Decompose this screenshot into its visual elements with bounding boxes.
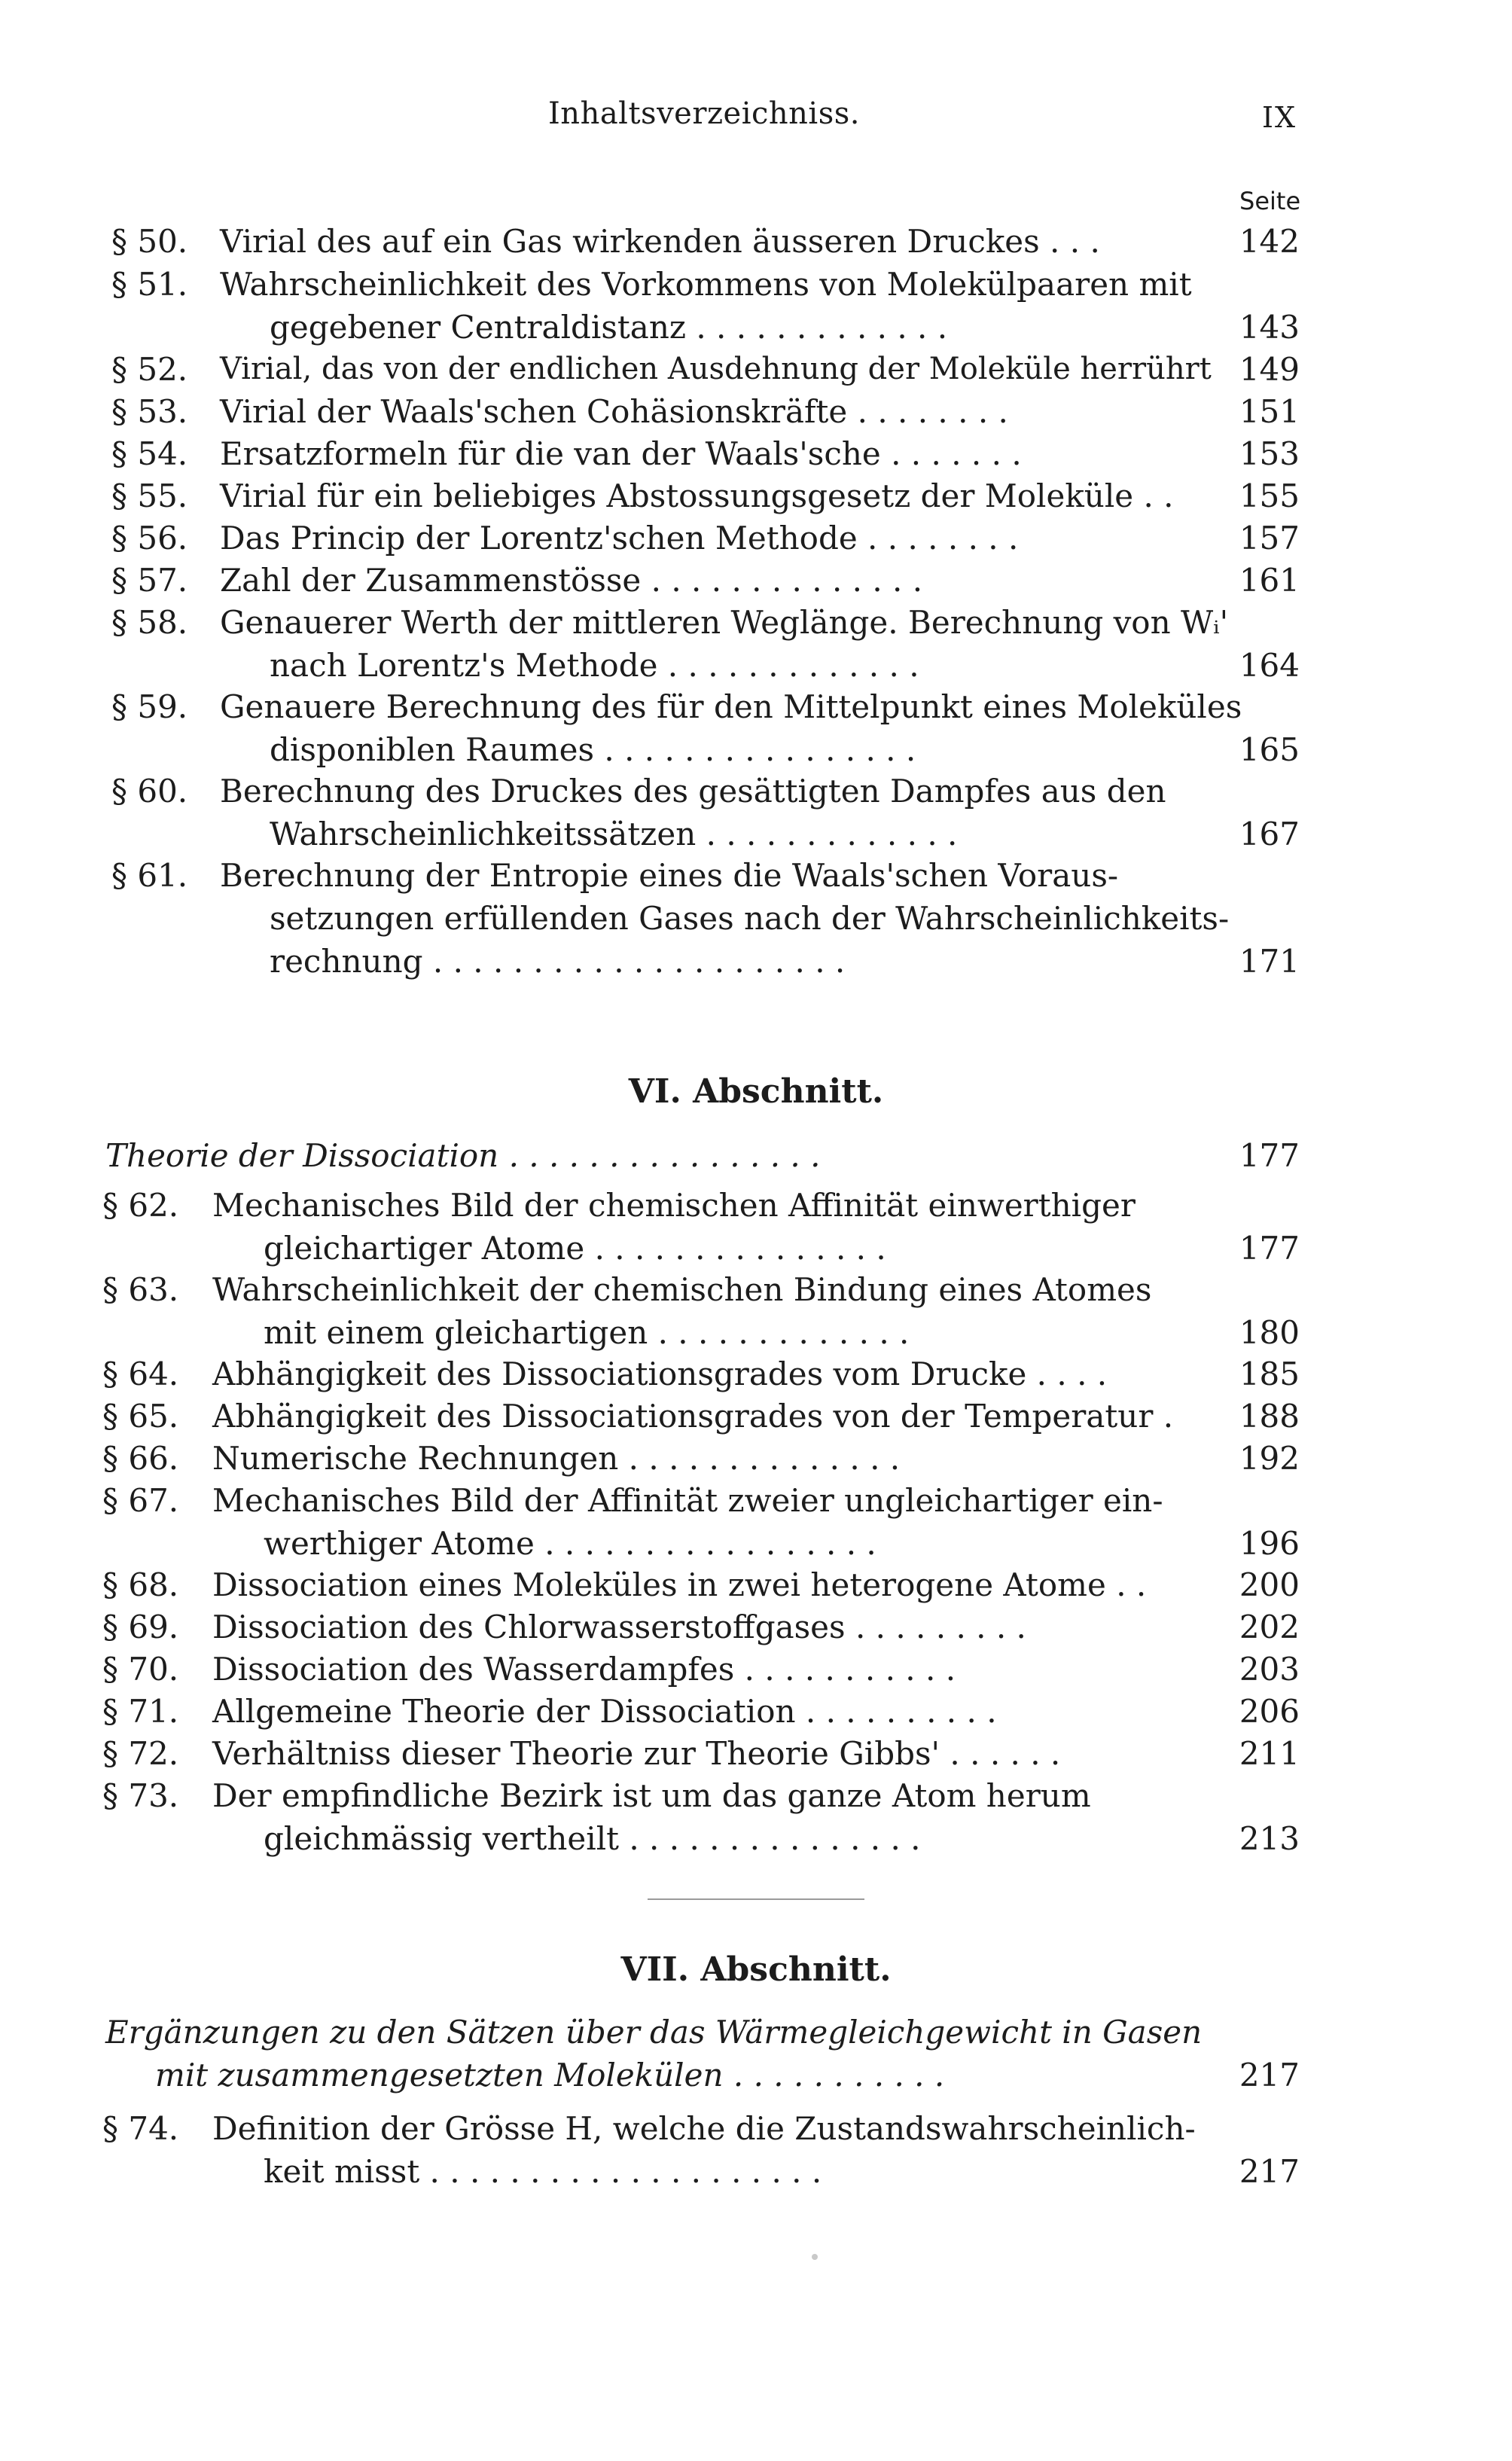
- entry-title-continued: disponiblen Raumes . . . . . . . . . . . . . . . .: [270, 731, 916, 768]
- entry-title: Wahrscheinlichkeit der chemischen Bindung eines Atomes: [212, 1271, 1152, 1308]
- entry-title: Numerische Rechnungen . . . . . . . . . . . . . .: [212, 1440, 901, 1477]
- entry-page: 157: [1239, 520, 1300, 557]
- entry-page: 164: [1239, 647, 1300, 684]
- section-number: § 65.: [102, 1398, 179, 1435]
- seite-column-label: Seite: [1239, 187, 1301, 215]
- entry-title: Der empfindliche Bezirk ist um das ganze Atom herum: [212, 1777, 1091, 1814]
- chapter-title: Ergänzungen zu den Sätzen über das Wärmegleichgewicht in Gasen: [105, 2014, 1203, 2051]
- section-number: § 54.: [111, 435, 188, 472]
- entry-page: 167: [1239, 816, 1300, 852]
- entry-page: 143: [1239, 309, 1300, 346]
- entry-title: Zahl der Zusammenstösse . . . . . . . . . . . . . .: [220, 562, 923, 599]
- entry-page: 177: [1239, 1230, 1300, 1267]
- section-number: § 73.: [102, 1777, 179, 1814]
- entry-title: Berechnung des Druckes des gesättigten Dampfes aus den: [220, 773, 1166, 810]
- entry-page: 211: [1239, 1735, 1300, 1772]
- running-head: [0, 96, 1512, 142]
- section-heading: VII. Abschnitt.: [620, 1950, 892, 1989]
- entry-page: 192: [1239, 1440, 1300, 1477]
- section-number: § 63.: [102, 1271, 179, 1308]
- page-number: IX: [1262, 101, 1297, 134]
- entry-title: Dissociation des Wasserdampfes . . . . . . . . . . .: [212, 1651, 956, 1688]
- entry-title-continued: nach Lorentz's Methode . . . . . . . . . . . . .: [270, 647, 919, 684]
- entry-title: Genauere Berechnung des für den Mittelpunkt eines Moleküles: [220, 688, 1242, 725]
- chapter-title: Theorie der Dissociation . . . . . . . . . . . . . . . .: [105, 1137, 821, 1174]
- section-number: § 60.: [111, 773, 188, 810]
- entry-title: Genauerer Werth der mittleren Weglänge. Berechnung von Wᵢ': [220, 604, 1229, 641]
- entry-page: 180: [1239, 1314, 1300, 1351]
- section-number: § 51.: [111, 266, 188, 303]
- entry-title: Virial, das von der endlichen Ausdehnung der Moleküle herrührt: [220, 352, 1212, 386]
- entry-page: 217: [1239, 2057, 1300, 2094]
- section-number: § 71.: [102, 1693, 179, 1730]
- entry-title-continued: setzungen erfüllenden Gases nach der Wahrscheinlichkeits-: [270, 900, 1230, 937]
- entry-title-continued: mit einem gleichartigen . . . . . . . . . . . . .: [264, 1314, 910, 1351]
- entry-title-continued: gleichartiger Atome . . . . . . . . . . . . . . .: [264, 1230, 886, 1267]
- entry-page: 161: [1239, 562, 1300, 599]
- entry-title: Abhängigkeit des Dissociationsgrades von der Temperatur .: [212, 1398, 1174, 1435]
- entry-title: Verhältniss dieser Theorie zur Theorie Gibbs' . . . . . .: [212, 1735, 1061, 1772]
- section-number: § 59.: [111, 688, 188, 725]
- entry-title-continued: rechnung . . . . . . . . . . . . . . . . . . . . .: [270, 943, 846, 980]
- entry-title-continued: Wahrscheinlichkeitssätzen . . . . . . . . . . . . .: [270, 816, 958, 852]
- running-title: Inhaltsverzeichniss.: [548, 96, 860, 131]
- entry-page: 196: [1239, 1525, 1300, 1562]
- section-heading: VI. Abschnitt.: [628, 1072, 884, 1111]
- section-number: § 58.: [111, 604, 188, 641]
- entry-title: Definition der Grösse H, welche die Zustandswahrscheinlich-: [212, 2110, 1196, 2147]
- section-number: § 68.: [102, 1566, 179, 1603]
- print-speck: [812, 2254, 818, 2260]
- section-number: § 74.: [102, 2110, 179, 2147]
- section-number: § 53.: [111, 393, 188, 430]
- entry-page: 153: [1239, 435, 1300, 472]
- section-divider: [648, 1898, 864, 1900]
- entry-title: Abhängigkeit des Dissociationsgrades vom Drucke . . . .: [212, 1356, 1108, 1392]
- entry-title: Virial für ein beliebiges Abstossungsgesetz der Moleküle . .: [220, 477, 1174, 514]
- entry-title: Ersatzformeln für die van der Waals'sche . . . . . . .: [220, 435, 1022, 472]
- section-number: § 69.: [102, 1609, 179, 1645]
- entry-title-continued: werthiger Atome . . . . . . . . . . . . . . . . .: [264, 1525, 876, 1562]
- entry-page: 171: [1239, 943, 1300, 980]
- section-number: § 50.: [111, 223, 188, 260]
- section-number: § 57.: [111, 562, 188, 599]
- section-number: § 62.: [102, 1187, 179, 1224]
- entry-title: Dissociation des Chlorwasserstoffgases . . . . . . . . .: [212, 1609, 1026, 1645]
- entry-page: 142: [1239, 223, 1300, 260]
- entry-page: 203: [1239, 1651, 1300, 1688]
- entry-page: 217: [1239, 2153, 1300, 2190]
- entry-title-continued: gegebener Centraldistanz . . . . . . . . . . . . .: [270, 309, 948, 346]
- section-number: § 55.: [111, 477, 188, 514]
- entry-title-continued: gleichmässig vertheilt . . . . . . . . . . . . . . .: [264, 1820, 921, 1857]
- entry-page: 151: [1239, 393, 1300, 430]
- section-number: § 61.: [111, 857, 188, 894]
- section-number: § 64.: [102, 1356, 179, 1392]
- entry-page: 177: [1239, 1137, 1300, 1174]
- entry-page: 206: [1239, 1693, 1300, 1730]
- entry-page: 185: [1239, 1356, 1300, 1392]
- section-number: § 56.: [111, 520, 188, 557]
- chapter-title-continued: mit zusammengesetzten Molekülen . . . . . . . . . . .: [155, 2057, 945, 2094]
- section-number: § 67.: [102, 1482, 179, 1519]
- section-number: § 72.: [102, 1735, 179, 1772]
- entry-title: Wahrscheinlichkeit des Vorkommens von Molekülpaaren mit: [220, 266, 1192, 303]
- entry-page: 165: [1239, 731, 1300, 768]
- entry-page: 188: [1239, 1398, 1300, 1435]
- section-number: § 66.: [102, 1440, 179, 1477]
- entry-page: 155: [1239, 477, 1300, 514]
- entry-title: Virial der Waals'schen Cohäsionskräfte . . . . . . . .: [220, 393, 1008, 430]
- entry-title: Virial des auf ein Gas wirkenden äusseren Druckes . . .: [220, 223, 1100, 260]
- entry-page: 149: [1239, 351, 1300, 388]
- entry-title: Allgemeine Theorie der Dissociation . . . . . . . . . .: [212, 1693, 997, 1730]
- section-number: § 52.: [111, 351, 188, 388]
- entry-title: Mechanisches Bild der chemischen Affinität einwerthiger: [212, 1187, 1136, 1224]
- entry-title: Mechanisches Bild der Affinität zweier ungleichartiger ein-: [212, 1482, 1163, 1519]
- entry-page: 213: [1239, 1820, 1300, 1857]
- entry-title: Berechnung der Entropie eines die Waals'schen Voraus-: [220, 857, 1119, 894]
- entry-title: Das Princip der Lorentz'schen Methode . . . . . . . .: [220, 520, 1019, 557]
- entry-page: 202: [1239, 1609, 1300, 1645]
- section-number: § 70.: [102, 1651, 179, 1688]
- entry-title-continued: keit misst . . . . . . . . . . . . . . . . . . . .: [264, 2153, 822, 2190]
- entry-title: Dissociation eines Moleküles in zwei heterogene Atome . .: [212, 1566, 1147, 1603]
- entry-page: 200: [1239, 1566, 1300, 1603]
